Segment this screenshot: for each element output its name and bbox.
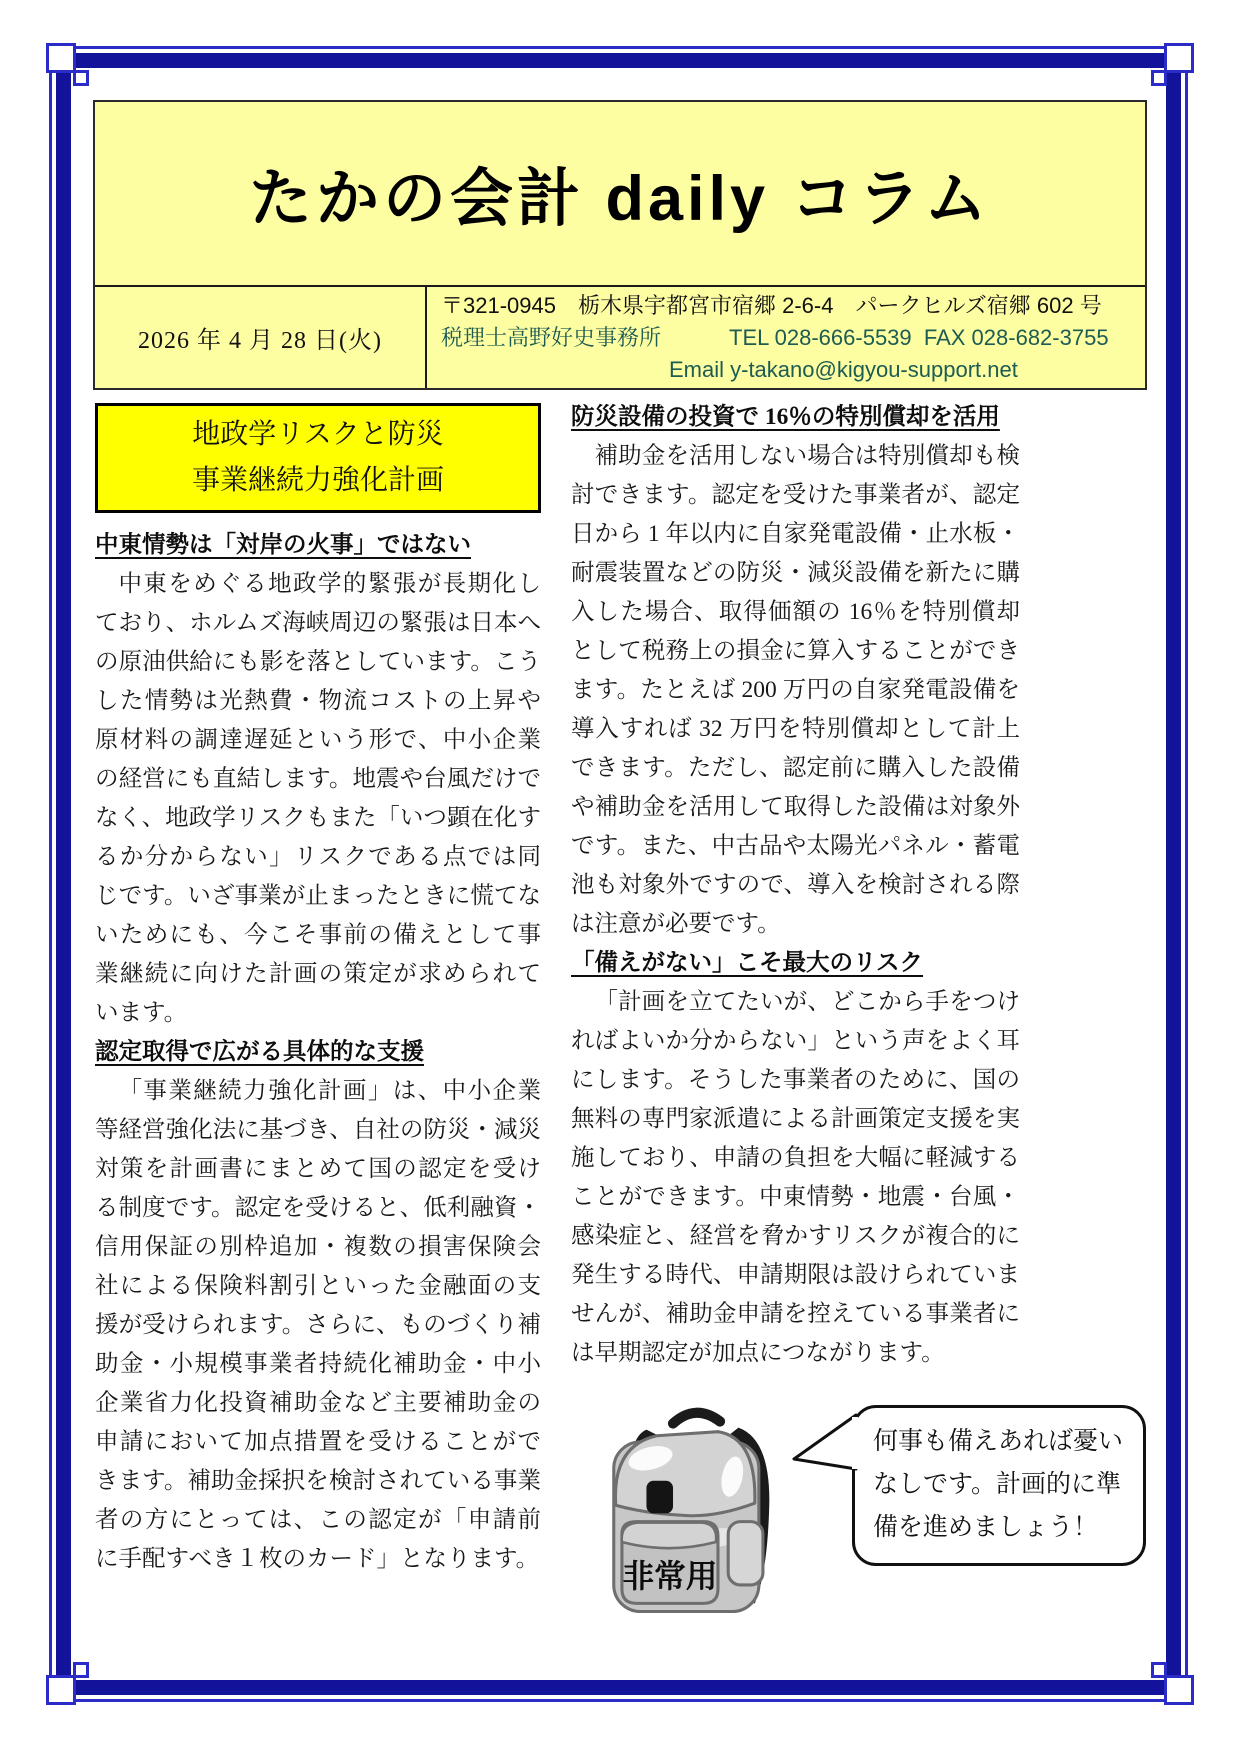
column-right: [571, 398, 1124, 1634]
section-heading-depreciation: 防災設備の投資で 16％の特別償却を活用: [571, 404, 1000, 430]
contact-block: [427, 287, 1145, 388]
border-corner-ornament: [46, 1675, 76, 1705]
section-heading-certification: 認定取得で広がる具体的な支援: [95, 1039, 424, 1065]
section-body-certification: 「事業継続力強化計画」は、中小企業等経営強化法に基づき、自社の防災・減災対策を計画書にまとめて国の認定を受ける制度です。認定を受けると、低利融資・信用保証の別枠追加・複数の損害保険会社による保険料割引といった金融面の支援が受けられます。さらに、ものづくり補助金・小規模事業者持続化補助金・中小企業省力化投資補助金など主要補助金の申請において加点措置を受けることができます。補助金採択を検討されている事業者の方にとっては、この認定が「申請前に手配すべき１枚のカード」となります。: [95, 1078, 541, 1572]
masthead-info-row: [95, 287, 1145, 388]
speech-bubble: 何事も備えあれば憂いなしです。計画的に準備を進めましょう！: [852, 1405, 1146, 1566]
emergency-backpack-image: [593, 1399, 798, 1634]
illustration-row: [571, 1399, 1124, 1634]
section-body-no-preparation: 「計画を立てたいが、どこから手をつければよいか分からない」という声をよく耳にします。そうした事業者のために、国の無料の専門家派遣による計画策定支援を実施しており、申請の負担を大幅に軽減することができます。中東情勢・地震・台風・感染症と、経営を脅かすリスクが複合的に発生する時代、申請期限は設けられていませんが、補助金申請を控えている事業者には早期認定が加点につながります。: [571, 989, 1020, 1366]
topic-box: [95, 403, 541, 513]
topic-box-line2: 事業継続力強化計画: [191, 464, 444, 495]
backpack-label: 非常用: [622, 1558, 718, 1594]
newsletter-title: たかの会計 daily コラム: [95, 102, 1145, 287]
tel-fax: TEL 028-666-5539 FAX 028-682-3755: [729, 325, 1109, 350]
issue-date: 2026 年 4 月 28 日(火): [95, 287, 427, 388]
email-address: Email y-takano@kigyou-support.net: [669, 357, 1018, 382]
section-body-middle-east: 中東をめぐる地政学的緊張が長期化しており、ホルムズ海峡周辺の緊張は日本への原油供給にも影を落としています。こうした情勢は光熱費・物流コストの上昇や原材料の調達遅延という形で、中小企業の経営にも直結します。地震や台風だけでなく、地政学リスクもまた「いつ顕在化するか分からない」リスクである点では同じです。いざ事業が止まったときに慌てないためにも、今こそ事前の備えとして事業継続に向けた計画の策定が求められています。: [95, 571, 541, 1026]
border-corner-ornament: [46, 43, 76, 73]
topic-box-line1: 地政学リスクと防災: [192, 418, 444, 449]
section-heading-middle-east: 中東情勢は「対岸の火事」ではない: [95, 532, 471, 558]
border-corner-ornament: [1164, 1675, 1194, 1705]
office-name: 税理士高野好史事務所: [441, 325, 662, 350]
border-corner-ornament: [1164, 43, 1194, 73]
speech-bubble-wrap: [852, 1405, 1146, 1566]
speech-bubble-tail-icon: [792, 1413, 858, 1483]
column-left: [95, 403, 541, 1579]
masthead: [93, 100, 1147, 390]
postal-address: 〒321-0945 栃木県宇都宮市宿郷 2-6-4 パークヒルズ宿郷 602 号: [441, 293, 1102, 318]
section-body-depreciation: 補助金を活用しない場合は特別償却も検討できます。認定を受けた事業者が、認定日から 1 年以内に自家発電設備・止水板・耐震装置などの防災・減災設備を新たに購入した場合、取得価額の 16％を特別償却として税務上の損金に算入することができます。たとえば 200 万円の自家発電設備を導入すれば 32 万円を特別償却として計上できます。ただし、認定前に購入した設備や補助金を活用して取得した設備は対象外です。また、中古品や太陽光パネル・蓄電池も対象外ですので、導入を検討される際は注意が必要です。: [571, 443, 1020, 937]
office-contact-line: [441, 322, 1145, 354]
section-heading-no-preparation: 「備えがない」こそ最大のリスク: [571, 950, 924, 976]
